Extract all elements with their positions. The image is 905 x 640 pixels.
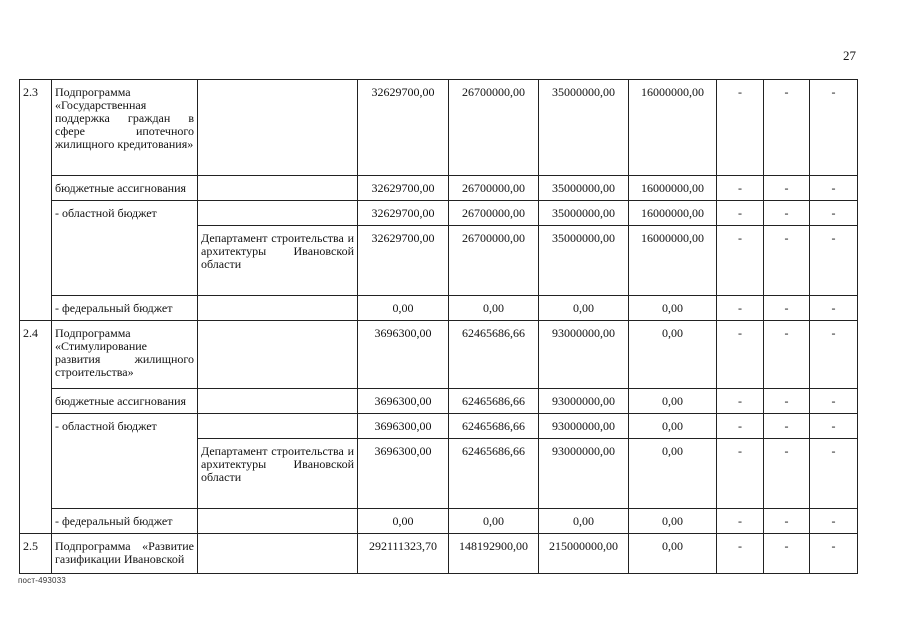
executor-cell xyxy=(198,201,358,226)
document-code: пост-493033 xyxy=(18,576,67,585)
row-number-cell: 2.5 xyxy=(20,534,52,574)
value-cell: 0,00 xyxy=(629,414,717,439)
dash-cell: - xyxy=(717,534,764,574)
dash-cell: - xyxy=(764,414,810,439)
value-cell: 3696300,00 xyxy=(358,439,449,509)
funding-source-cell: бюджетные ассигнования xyxy=(52,389,198,414)
value-cell: 35000000,00 xyxy=(539,201,629,226)
value-cell: 26700000,00 xyxy=(449,226,539,296)
executor-cell: Департамент строительства и архитектуры Ивановской области xyxy=(198,226,358,296)
dash-cell: - xyxy=(764,201,810,226)
value-cell: 0,00 xyxy=(629,439,717,509)
row-number-cell: 2.3 xyxy=(20,80,52,321)
value-cell: 32629700,00 xyxy=(358,80,449,176)
row-number-cell: 2.4 xyxy=(20,321,52,534)
value-cell: 0,00 xyxy=(539,509,629,534)
program-name-cell: Подпрограмма «Государственная поддержка граждан в сфере ипотечного жилищного кредитования» xyxy=(52,80,198,176)
funding-source-cell: бюджетные ассигнования xyxy=(52,176,198,201)
value-cell: 26700000,00 xyxy=(449,201,539,226)
dash-cell: - xyxy=(810,296,858,321)
budget-table xyxy=(19,79,858,574)
dash-cell: - xyxy=(810,534,858,574)
value-cell: 0,00 xyxy=(629,296,717,321)
dash-cell: - xyxy=(810,509,858,534)
dash-cell: - xyxy=(717,296,764,321)
dash-cell: - xyxy=(764,176,810,201)
funding-source-cell: - федеральный бюджет xyxy=(52,509,198,534)
dash-cell: - xyxy=(717,321,764,389)
executor-cell xyxy=(198,321,358,389)
value-cell: 32629700,00 xyxy=(358,201,449,226)
dash-cell: - xyxy=(717,201,764,226)
dash-cell: - xyxy=(810,321,858,389)
value-cell: 0,00 xyxy=(358,296,449,321)
value-cell: 62465686,66 xyxy=(449,389,539,414)
dash-cell: - xyxy=(764,296,810,321)
value-cell: 0,00 xyxy=(629,509,717,534)
dash-cell: - xyxy=(717,509,764,534)
value-cell: 35000000,00 xyxy=(539,176,629,201)
value-cell: 0,00 xyxy=(629,534,717,574)
executor-cell xyxy=(198,80,358,176)
value-cell: 35000000,00 xyxy=(539,80,629,176)
executor-cell xyxy=(198,509,358,534)
value-cell: 3696300,00 xyxy=(358,414,449,439)
value-cell: 93000000,00 xyxy=(539,321,629,389)
value-cell: 3696300,00 xyxy=(358,321,449,389)
table-row xyxy=(20,414,858,439)
executor-cell xyxy=(198,389,358,414)
dash-cell: - xyxy=(717,80,764,176)
executor-cell: Департамент строительства и архитектуры Ивановской области xyxy=(198,439,358,509)
funding-source-cell: - областной бюджет xyxy=(52,201,198,296)
value-cell: 16000000,00 xyxy=(629,80,717,176)
dash-cell: - xyxy=(810,176,858,201)
value-cell: 93000000,00 xyxy=(539,414,629,439)
value-cell: 215000000,00 xyxy=(539,534,629,574)
dash-cell: - xyxy=(717,226,764,296)
executor-cell xyxy=(198,296,358,321)
funding-source-cell: - федеральный бюджет xyxy=(52,296,198,321)
dash-cell: - xyxy=(810,226,858,296)
table-row xyxy=(20,509,858,534)
value-cell: 32629700,00 xyxy=(358,226,449,296)
dash-cell: - xyxy=(810,80,858,176)
value-cell: 93000000,00 xyxy=(539,439,629,509)
table-row xyxy=(20,389,858,414)
value-cell: 93000000,00 xyxy=(539,389,629,414)
value-cell: 0,00 xyxy=(358,509,449,534)
dash-cell: - xyxy=(764,389,810,414)
table-row xyxy=(20,201,858,226)
value-cell: 0,00 xyxy=(449,509,539,534)
dash-cell: - xyxy=(717,389,764,414)
dash-cell: - xyxy=(764,439,810,509)
program-name-cell: Подпрограмма «Стимулирование развития жилищного строительства» xyxy=(52,321,198,389)
value-cell: 16000000,00 xyxy=(629,226,717,296)
dash-cell: - xyxy=(764,226,810,296)
value-cell: 292111323,70 xyxy=(358,534,449,574)
funding-source-cell: - областной бюджет xyxy=(52,414,198,509)
table-row xyxy=(20,296,858,321)
value-cell: 148192900,00 xyxy=(449,534,539,574)
page-number: 27 xyxy=(843,48,856,63)
dash-cell: - xyxy=(810,201,858,226)
dash-cell: - xyxy=(717,176,764,201)
table-row xyxy=(20,176,858,201)
value-cell: 62465686,66 xyxy=(449,439,539,509)
dash-cell: - xyxy=(764,509,810,534)
dash-cell: - xyxy=(810,414,858,439)
executor-cell xyxy=(198,414,358,439)
value-cell: 62465686,66 xyxy=(449,321,539,389)
program-name-cell: Подпрограмма «Развитие газификации Ивановской xyxy=(52,534,198,574)
dash-cell: - xyxy=(717,439,764,509)
executor-cell xyxy=(198,534,358,574)
value-cell: 0,00 xyxy=(629,321,717,389)
table-row xyxy=(20,80,858,176)
value-cell: 32629700,00 xyxy=(358,176,449,201)
dash-cell: - xyxy=(717,414,764,439)
value-cell: 16000000,00 xyxy=(629,201,717,226)
table-row xyxy=(20,321,858,389)
value-cell: 16000000,00 xyxy=(629,176,717,201)
dash-cell: - xyxy=(810,389,858,414)
value-cell: 26700000,00 xyxy=(449,176,539,201)
value-cell: 26700000,00 xyxy=(449,80,539,176)
value-cell: 62465686,66 xyxy=(449,414,539,439)
dash-cell: - xyxy=(764,534,810,574)
value-cell: 35000000,00 xyxy=(539,226,629,296)
value-cell: 0,00 xyxy=(629,389,717,414)
dash-cell: - xyxy=(764,80,810,176)
executor-cell xyxy=(198,176,358,201)
value-cell: 3696300,00 xyxy=(358,389,449,414)
dash-cell: - xyxy=(810,439,858,509)
value-cell: 0,00 xyxy=(449,296,539,321)
value-cell: 0,00 xyxy=(539,296,629,321)
dash-cell: - xyxy=(764,321,810,389)
table-row xyxy=(20,534,858,574)
